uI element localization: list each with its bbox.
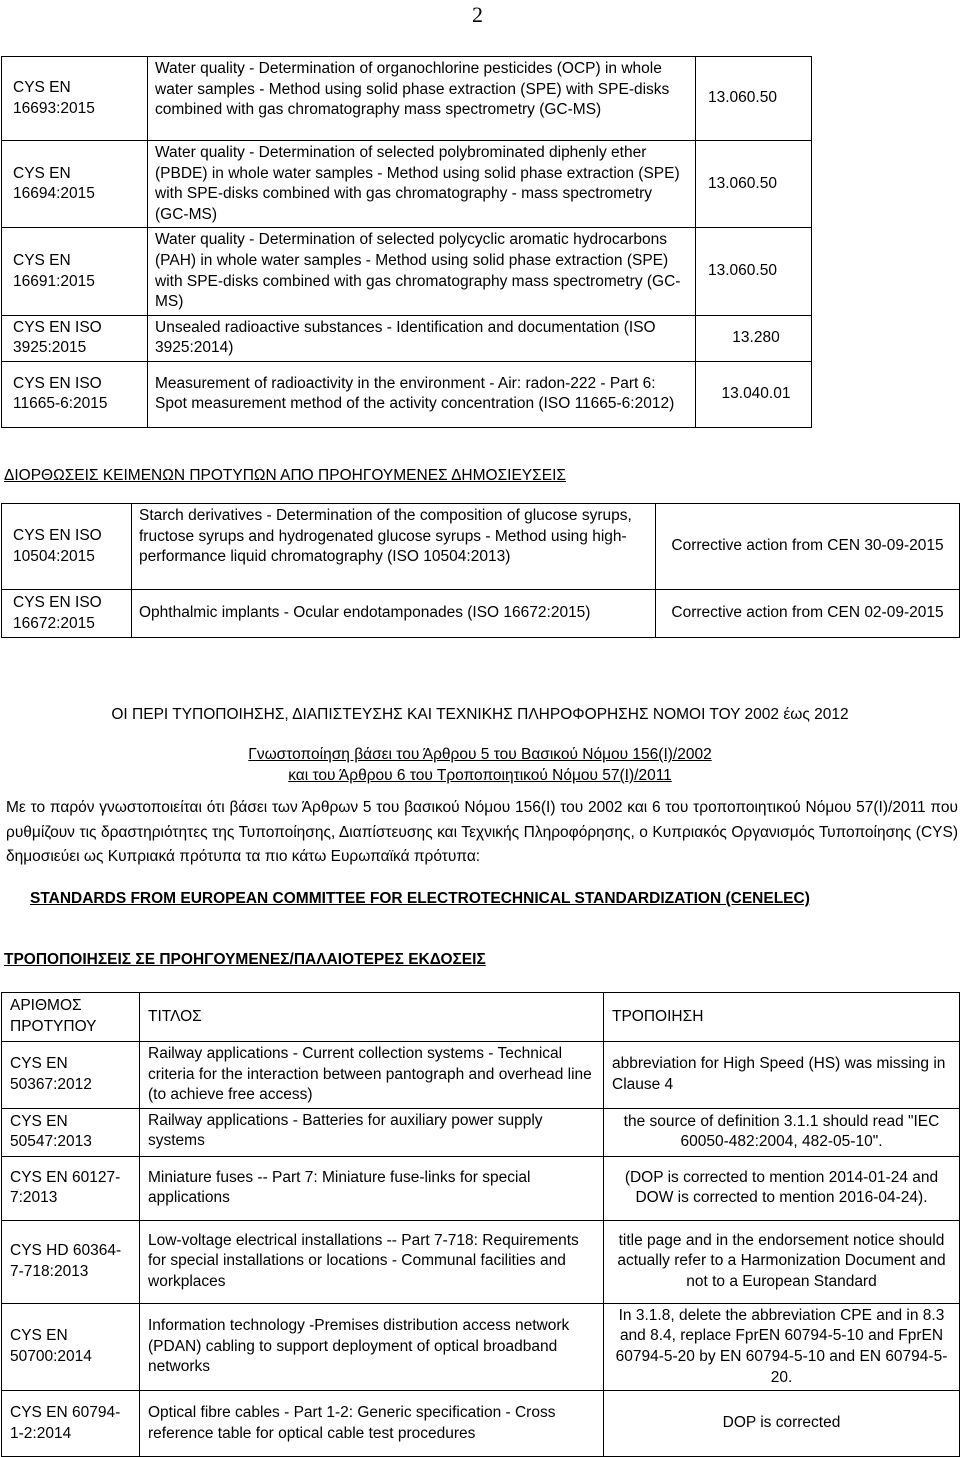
standard-code: CYS EN 50367:2012 bbox=[2, 1042, 140, 1109]
standard-code: CYS HD 60364-7-718:2013 bbox=[2, 1220, 140, 1303]
standard-code: CYS EN ISO 11665-6:2015 bbox=[2, 361, 148, 427]
table-row bbox=[2, 315, 812, 361]
standard-code: CYS EN 16694:2015 bbox=[2, 141, 148, 228]
amendments-table bbox=[1, 992, 960, 1457]
standard-title: Measurement of radioactivity in the environment - Air: radon-222 - Part 6: Spot measurement method of the activity concentration (ISO 11665-6:2012) bbox=[148, 361, 696, 427]
notice-paragraph: Με το παρόν γνωστοποιείται ότι βάσει των Άρθρων 5 του βασικού Νόμου 156(Ι) του 2002 και 6 του τροποποιητικού Νόμου 57(Ι)/2011 που ρυθμίζουν τις δραστηριότητες της Τυποποίησης, Διαπίστευσης και Τεχνικής Πληροφόρησης, ο Κυπριακός Οργανισμός Τυποποίησης (CYS) δημοσιεύει ως Κυπριακά πρότυπα τα πιο κάτω Ευρωπαϊκά πρότυπα: bbox=[6, 799, 958, 865]
standard-title: Unsealed radioactive substances - Identification and documentation (ISO 3925:2014) bbox=[148, 315, 696, 361]
column-header-number: ΑΡΙΘΜΟΣ ΠΡΟΤΥΠΟΥ bbox=[2, 993, 140, 1042]
table-row bbox=[2, 504, 960, 590]
ics-code: 13.060.50 bbox=[696, 228, 812, 315]
standard-title: Low-voltage electrical installations -- Part 7-718: Requirements for special installations or locations - Communal facilities and workplaces bbox=[140, 1220, 604, 1303]
table-row bbox=[2, 1156, 960, 1220]
correction-note: Corrective action from CEN 02-09-2015 bbox=[656, 590, 960, 638]
column-header-amendment: ΤΡΟΠΟΙΗΣΗ bbox=[604, 993, 960, 1042]
standard-code: CYS EN 60794-1-2:2014 bbox=[2, 1391, 140, 1457]
law-title: ΟΙ ΠΕΡΙ ΤΥΠΟΠΟΙΗΣΗΣ, ΔΙΑΠΙΣΤΕΥΣΗΣ ΚΑΙ ΤΕΧΝΙΚΗΣ ΠΛΗΡΟΦΟΡΗΣΗΣ ΝΟΜΟΙ ΤΟΥ 2002 έως 2012 bbox=[111, 706, 849, 723]
ics-code: 13.040.01 bbox=[696, 361, 812, 427]
amendment-text: title page and in the endorsement notice should actually refer to a Harmonization Document and not to a European Standard bbox=[604, 1220, 960, 1303]
table-row bbox=[2, 1391, 960, 1457]
table-row bbox=[2, 1108, 960, 1156]
standard-title: Ophthalmic implants - Ocular endotamponades (ISO 16672:2015) bbox=[132, 590, 656, 638]
standard-code: CYS EN 60127-7:2013 bbox=[2, 1156, 140, 1220]
standard-code: CYS EN ISO 16672:2015 bbox=[2, 590, 132, 638]
standard-code: CYS EN ISO 10504:2015 bbox=[2, 504, 132, 590]
amendment-text: the source of definition 3.1.1 should read "IEC 60050-482:2004, 482-05-10". bbox=[604, 1108, 960, 1156]
standard-code: CYS EN 50547:2013 bbox=[2, 1108, 140, 1156]
standard-title: Water quality - Determination of selected polybrominated diphenly ether (PBDE) in whole water samples - Method using solid phase extraction (SPE) with SPE-disks combined with gas chromatography - mass spectrometry (GC-MS) bbox=[148, 141, 696, 228]
amendments-heading: ΤΡΟΠΟΠΟΙΗΣΕΙΣ ΣΕ ΠΡΟΗΓΟΥΜΕΝΕΣ/ΠΑΛΑΙΟΤΕΡΕΣ ΕΚΔΟΣΕΙΣ bbox=[4, 951, 486, 968]
standard-title: Water quality - Determination of selected polycyclic aromatic hydrocarbons (PAH) in whole water samples - Method using solid phase extraction (SPE) with SPE-disks combined with gas chromatography mass spectrometry (GC-MS) bbox=[148, 228, 696, 315]
standard-title: Miniature fuses -- Part 7: Miniature fuse-links for special applications bbox=[140, 1156, 604, 1220]
standards-table bbox=[1, 56, 812, 428]
standard-code: CYS EN 16691:2015 bbox=[2, 228, 148, 315]
ics-code: 13.060.50 bbox=[696, 141, 812, 228]
notice-line-1: Γνωστοποίηση βάσει του Άρθρου 5 του Βασικού Νόμου 156(Ι)/2002 bbox=[248, 746, 712, 763]
table-row bbox=[2, 1220, 960, 1303]
corrections-table bbox=[1, 503, 960, 638]
column-header-title: ΤΙΤΛΟΣ bbox=[140, 993, 604, 1042]
corrections-heading: ΔΙΟΡΘΩΣΕΙΣ ΚΕΙΜΕΝΩΝ ΠΡΟΤΥΠΩΝ ΑΠΟ ΠΡΟΗΓΟΥΜΕΝΕΣ ΔΗΜΟΣΙΕΥΣΕΙΣ bbox=[4, 467, 566, 484]
table-row bbox=[2, 361, 812, 427]
ics-code: 13.280 bbox=[696, 315, 812, 361]
table-header-row bbox=[2, 993, 960, 1042]
standard-code: CYS EN 50700:2014 bbox=[2, 1303, 140, 1390]
amendment-text: In 3.1.8, delete the abbreviation CPE and in 8.3 and 8.4, replace FprEN 60794-5-10 and FprEN 60794-5-20 by EN 60794-5-10 and EN 60794-5-20. bbox=[604, 1303, 960, 1390]
standard-title: Water quality - Determination of organochlorine pesticides (OCP) in whole water samples - Method using solid phase extraction (SPE) with SPE-disks combined with gas chromatography mass spectrometry (GC-MS) bbox=[148, 57, 696, 141]
standard-code: CYS EN ISO 3925:2015 bbox=[2, 315, 148, 361]
standard-title: Railway applications - Current collection systems - Technical criteria for the interaction between pantograph and overhead line (to achieve free access) bbox=[140, 1042, 604, 1109]
table-row bbox=[2, 228, 812, 315]
table-row bbox=[2, 1042, 960, 1109]
table-row bbox=[2, 1303, 960, 1390]
correction-note: Corrective action from CEN 30-09-2015 bbox=[656, 504, 960, 590]
standard-title: Information technology -Premises distribution access network (PDAN) cabling to support deployment of optical broadband networks bbox=[140, 1303, 604, 1390]
standard-title: Optical fibre cables - Part 1-2: Generic specification - Cross reference table for optical cable test procedures bbox=[140, 1391, 604, 1457]
table-row bbox=[2, 141, 812, 228]
amendment-text: abbreviation for High Speed (HS) was missing in Clause 4 bbox=[604, 1042, 960, 1109]
ics-code: 13.060.50 bbox=[696, 57, 812, 141]
amendment-text: DOP is corrected bbox=[604, 1391, 960, 1457]
table-row bbox=[2, 590, 960, 638]
notice-line-2: και του Άρθρου 6 του Τροποποιητικού Νόμου 57(Ι)/2011 bbox=[288, 767, 672, 784]
cenelec-heading: STANDARDS FROM EUROPEAN COMMITTEE FOR ELECTROTECHNICAL STANDARDIZATION (CENELEC) bbox=[30, 890, 810, 907]
standard-title: Starch derivatives - Determination of the composition of glucose syrups, fructose syrups and hydrogenated glucose syrups - Method using high-performance liquid chromatography (ISO 10504:2013) bbox=[132, 504, 656, 590]
standard-title: Railway applications - Batteries for auxiliary power supply systems bbox=[140, 1108, 604, 1156]
standard-code: CYS EN 16693:2015 bbox=[2, 57, 148, 141]
page-number: 2 bbox=[472, 2, 483, 27]
amendment-text: (DOP is corrected to mention 2014-01-24 and DOW is corrected to mention 2016-04-24). bbox=[604, 1156, 960, 1220]
table-row bbox=[2, 57, 812, 141]
